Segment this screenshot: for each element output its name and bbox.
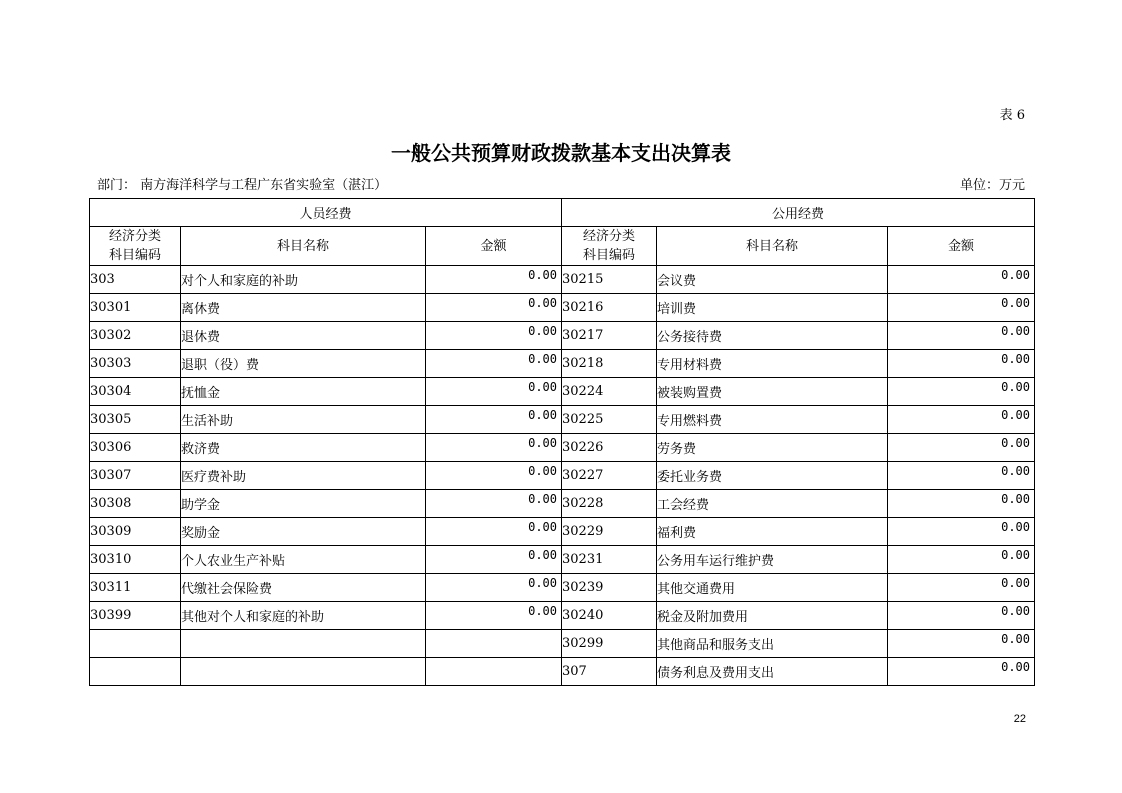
right-code-cell: 30216 bbox=[562, 294, 657, 322]
amount-value: 0.00 bbox=[1001, 408, 1030, 422]
right-name-cell: 公务接待费 bbox=[657, 322, 888, 350]
table-row bbox=[90, 378, 1035, 406]
department-line bbox=[97, 174, 387, 193]
amount-value: 0.00 bbox=[528, 604, 557, 618]
right-code-cell: 30229 bbox=[562, 518, 657, 546]
right-amount-cell bbox=[888, 266, 1035, 294]
table-row bbox=[90, 518, 1035, 546]
table-row bbox=[90, 574, 1035, 602]
table-row bbox=[90, 658, 1035, 686]
amount-value: 0.00 bbox=[1001, 436, 1030, 450]
amount-value: 0.00 bbox=[1001, 296, 1030, 310]
left-name-cell: 生活补助 bbox=[181, 406, 426, 434]
right-code-cell: 30218 bbox=[562, 350, 657, 378]
right-amount-cell bbox=[888, 518, 1035, 546]
amount-value: 0.00 bbox=[1001, 632, 1030, 646]
right-name-cell: 债务利息及费用支出 bbox=[657, 658, 888, 686]
table-row bbox=[90, 266, 1035, 294]
amount-value: 0.00 bbox=[1001, 576, 1030, 590]
right-name-cell: 税金及附加费用 bbox=[657, 602, 888, 630]
left-name-cell: 离休费 bbox=[181, 294, 426, 322]
left-amount-cell bbox=[426, 574, 562, 602]
right-code-cell: 30239 bbox=[562, 574, 657, 602]
table-number: 表 6 bbox=[999, 108, 1025, 123]
left-code-cell: 30302 bbox=[90, 322, 181, 350]
right-amount-cell bbox=[888, 350, 1035, 378]
header-code-right: 经济分类 科目编码 bbox=[562, 227, 657, 266]
left-amount-cell bbox=[426, 350, 562, 378]
header-name-right: 科目名称 bbox=[657, 227, 888, 266]
amount-value: 0.00 bbox=[528, 268, 557, 282]
right-code-cell: 30228 bbox=[562, 490, 657, 518]
right-amount-cell bbox=[888, 630, 1035, 658]
left-amount-cell bbox=[426, 630, 562, 658]
left-amount-cell bbox=[426, 546, 562, 574]
page-title: 一般公共预算财政拨款基本支出决算表 bbox=[391, 141, 731, 165]
amount-value: 0.00 bbox=[1001, 352, 1030, 366]
department-name: 南方海洋科学与工程广东省实验室（湛江） bbox=[140, 178, 388, 193]
header-row-groups bbox=[90, 199, 1035, 227]
left-code-cell: 30304 bbox=[90, 378, 181, 406]
amount-value: 0.00 bbox=[1001, 660, 1030, 674]
right-name-cell: 专用材料费 bbox=[657, 350, 888, 378]
header-amount-right: 金额 bbox=[888, 227, 1035, 266]
left-code-cell: 30305 bbox=[90, 406, 181, 434]
amount-value: 0.00 bbox=[1001, 324, 1030, 338]
right-name-cell: 培训费 bbox=[657, 294, 888, 322]
right-name-cell: 公务用车运行维护费 bbox=[657, 546, 888, 574]
left-name-cell: 抚恤金 bbox=[181, 378, 426, 406]
table-row bbox=[90, 630, 1035, 658]
left-code-cell: 30309 bbox=[90, 518, 181, 546]
right-amount-cell bbox=[888, 406, 1035, 434]
right-amount-cell bbox=[888, 294, 1035, 322]
amount-value: 0.00 bbox=[1001, 492, 1030, 506]
right-code-cell: 30215 bbox=[562, 266, 657, 294]
header-name-left: 科目名称 bbox=[181, 227, 426, 266]
left-amount-cell bbox=[426, 322, 562, 350]
header-amount-left: 金额 bbox=[426, 227, 562, 266]
right-name-cell: 会议费 bbox=[657, 266, 888, 294]
left-amount-cell bbox=[426, 434, 562, 462]
left-name-cell: 救济费 bbox=[181, 434, 426, 462]
right-code-cell: 30231 bbox=[562, 546, 657, 574]
left-name-cell: 助学金 bbox=[181, 490, 426, 518]
table-row bbox=[90, 602, 1035, 630]
left-amount-cell bbox=[426, 266, 562, 294]
left-amount-cell bbox=[426, 602, 562, 630]
left-name-cell: 其他对个人和家庭的补助 bbox=[181, 602, 426, 630]
amount-value: 0.00 bbox=[1001, 604, 1030, 618]
right-name-cell: 其他商品和服务支出 bbox=[657, 630, 888, 658]
header-personnel: 人员经费 bbox=[90, 199, 562, 227]
amount-value: 0.00 bbox=[528, 352, 557, 366]
right-amount-cell bbox=[888, 434, 1035, 462]
left-name-cell bbox=[181, 658, 426, 686]
right-name-cell: 其他交通费用 bbox=[657, 574, 888, 602]
header-code-left: 经济分类 科目编码 bbox=[90, 227, 181, 266]
right-amount-cell bbox=[888, 490, 1035, 518]
right-name-cell: 委托业务费 bbox=[657, 462, 888, 490]
table-row bbox=[90, 490, 1035, 518]
budget-table bbox=[89, 198, 1035, 686]
left-amount-cell bbox=[426, 378, 562, 406]
right-name-cell: 福利费 bbox=[657, 518, 888, 546]
right-amount-cell bbox=[888, 574, 1035, 602]
right-code-cell: 30217 bbox=[562, 322, 657, 350]
amount-value: 0.00 bbox=[1001, 464, 1030, 478]
left-code-cell: 30308 bbox=[90, 490, 181, 518]
right-code-cell: 30225 bbox=[562, 406, 657, 434]
amount-value: 0.00 bbox=[1001, 520, 1030, 534]
header-public: 公用经费 bbox=[562, 199, 1035, 227]
left-code-cell: 30399 bbox=[90, 602, 181, 630]
amount-value: 0.00 bbox=[1001, 268, 1030, 282]
amount-value: 0.00 bbox=[1001, 380, 1030, 394]
left-code-cell: 30306 bbox=[90, 434, 181, 462]
amount-value: 0.00 bbox=[528, 492, 557, 506]
right-amount-cell bbox=[888, 658, 1035, 686]
left-code-cell: 30310 bbox=[90, 546, 181, 574]
left-code-cell: 303 bbox=[90, 266, 181, 294]
table-row bbox=[90, 406, 1035, 434]
right-amount-cell bbox=[888, 462, 1035, 490]
amount-value: 0.00 bbox=[528, 380, 557, 394]
left-amount-cell bbox=[426, 518, 562, 546]
right-amount-cell bbox=[888, 602, 1035, 630]
left-code-cell bbox=[90, 658, 181, 686]
amount-value: 0.00 bbox=[528, 324, 557, 338]
left-name-cell: 退职（役）费 bbox=[181, 350, 426, 378]
right-amount-cell bbox=[888, 546, 1035, 574]
left-amount-cell bbox=[426, 462, 562, 490]
table-row bbox=[90, 350, 1035, 378]
table-row bbox=[90, 434, 1035, 462]
amount-value: 0.00 bbox=[1001, 548, 1030, 562]
right-name-cell: 劳务费 bbox=[657, 434, 888, 462]
right-amount-cell bbox=[888, 378, 1035, 406]
amount-value: 0.00 bbox=[528, 520, 557, 534]
left-amount-cell bbox=[426, 406, 562, 434]
amount-value: 0.00 bbox=[528, 296, 557, 310]
unit-label: 单位：万元 bbox=[959, 178, 1025, 193]
left-code-cell: 30303 bbox=[90, 350, 181, 378]
amount-value: 0.00 bbox=[528, 436, 557, 450]
left-code-cell bbox=[90, 630, 181, 658]
table-row bbox=[90, 546, 1035, 574]
table-row bbox=[90, 294, 1035, 322]
left-code-cell: 30311 bbox=[90, 574, 181, 602]
right-code-cell: 30227 bbox=[562, 462, 657, 490]
left-amount-cell bbox=[426, 490, 562, 518]
right-code-cell: 30226 bbox=[562, 434, 657, 462]
department-label: 部门： bbox=[97, 178, 137, 193]
right-name-cell: 工会经费 bbox=[657, 490, 888, 518]
left-code-cell: 30301 bbox=[90, 294, 181, 322]
right-name-cell: 专用燃料费 bbox=[657, 406, 888, 434]
header-row-columns bbox=[90, 227, 1035, 266]
left-name-cell: 代缴社会保险费 bbox=[181, 574, 426, 602]
left-amount-cell bbox=[426, 658, 562, 686]
amount-value: 0.00 bbox=[528, 576, 557, 590]
right-code-cell: 307 bbox=[562, 658, 657, 686]
left-code-cell: 30307 bbox=[90, 462, 181, 490]
left-name-cell: 奖励金 bbox=[181, 518, 426, 546]
page-number: 22 bbox=[1013, 713, 1026, 725]
table-row bbox=[90, 462, 1035, 490]
right-amount-cell bbox=[888, 322, 1035, 350]
amount-value: 0.00 bbox=[528, 464, 557, 478]
right-name-cell: 被装购置费 bbox=[657, 378, 888, 406]
left-name-cell: 退休费 bbox=[181, 322, 426, 350]
right-code-cell: 30240 bbox=[562, 602, 657, 630]
left-name-cell: 个人农业生产补贴 bbox=[181, 546, 426, 574]
left-name-cell: 对个人和家庭的补助 bbox=[181, 266, 426, 294]
right-code-cell: 30299 bbox=[562, 630, 657, 658]
left-amount-cell bbox=[426, 294, 562, 322]
table-row bbox=[90, 322, 1035, 350]
amount-value: 0.00 bbox=[528, 548, 557, 562]
right-code-cell: 30224 bbox=[562, 378, 657, 406]
amount-value: 0.00 bbox=[528, 408, 557, 422]
left-name-cell: 医疗费补助 bbox=[181, 462, 426, 490]
left-name-cell bbox=[181, 630, 426, 658]
